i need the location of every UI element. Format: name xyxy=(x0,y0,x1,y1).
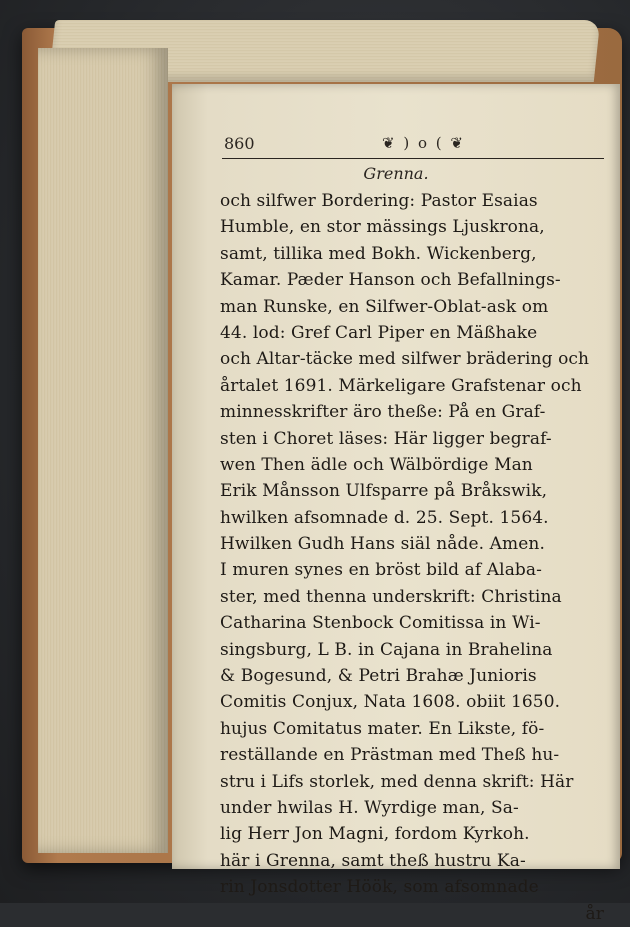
text-line: och silfwer Bordering: Pastor Esaias xyxy=(220,191,538,211)
text-line: ster, med thenna underskrift: Christina xyxy=(220,586,562,607)
text-line: Catharina Stenbock Comitissa in Wi- xyxy=(220,613,541,634)
book-page xyxy=(172,84,620,924)
page-header xyxy=(222,134,604,159)
text-line: minnesskrifter äro theße: På en Graf- xyxy=(220,402,546,423)
text-line: man Runske, en Silfwer-Oblat-ask om xyxy=(220,296,549,317)
text-line: Humble, en stor mässings Ljuskrona, xyxy=(220,217,545,238)
text-line: lig Herr Jon Magni, fordom Kyrkoh. xyxy=(220,824,530,845)
text-line: Kamar. Pæder Hanson och Befallnings- xyxy=(220,270,561,291)
text-line: hwilken afsomnade d. 25. Sept. 1564. xyxy=(220,507,549,528)
text-line: hujus Comitatus mater. En Likste, fö- xyxy=(220,718,545,739)
text-line: Comitis Conjux, Nata 1608. obiit 1650. xyxy=(220,692,561,713)
text-block xyxy=(220,188,610,927)
header-ornament: ❦ ) o ( ❦ xyxy=(382,134,465,152)
page-stack xyxy=(38,48,168,853)
running-head: Grenna. xyxy=(363,164,429,183)
text-line: I muren synes en bröst bild af Alaba- xyxy=(220,560,542,581)
text-line: rin Jonsdotter Höök, som afsomnade xyxy=(220,877,539,898)
book xyxy=(22,20,627,924)
text-line: och Altar-täcke med silfwer brädering och xyxy=(220,349,590,370)
text-line: & Bogesund, & Petri Brahæ Junioris xyxy=(220,666,537,687)
text-line: sten i Choret läses: Här ligger begraf- xyxy=(220,428,552,449)
text-line: under hwilas H. Wyrdige man, Sa- xyxy=(220,797,519,818)
text-line: samt, tillika med Bokh. Wickenberg, xyxy=(220,243,537,264)
text-line: stru i Lifs storlek, med denna skrift: Här xyxy=(220,771,574,792)
text-line: Hwilken Gudh Hans siäl nåde. Amen. xyxy=(220,534,545,555)
text-line: singsburg, L B. in Cajana in Brahelina xyxy=(220,639,553,660)
text-line: här i Grenna, samt theß hustru Ka- xyxy=(220,850,526,871)
catchword: år xyxy=(585,903,604,924)
text-line: reställande en Prästman med Theß hu- xyxy=(220,745,560,766)
text-line: wen Then ädle och Wälbördige Man xyxy=(220,454,533,475)
text-line: Erik Månsson Ulfsparre på Bråkswik, xyxy=(220,481,548,502)
text-line: årtalet 1691. Märkeligare Grafstenar och xyxy=(220,375,582,396)
page-number: 860 xyxy=(224,134,255,153)
text-line: 44. lod: Gref Carl Piper en Mäßhake xyxy=(220,322,538,343)
